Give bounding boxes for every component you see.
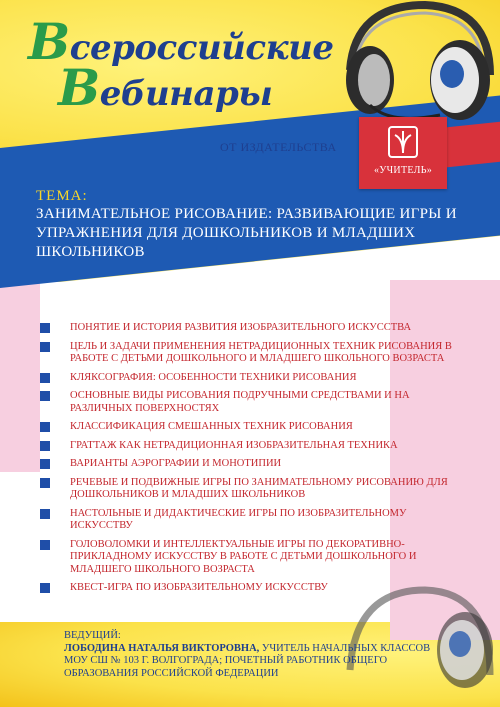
pink-accent-left <box>0 272 40 472</box>
list-item-text: НАСТОЛЬНЫЕ И ДИДАКТИЧЕСКИЕ ИГРЫ ПО ИЗОБРАЗИТЕЛЬНОМУ ИСКУССТВУ <box>70 507 407 531</box>
program-list <box>36 322 456 601</box>
topic-label: ТЕМА: <box>36 188 88 204</box>
logo-label: «УЧИТЕЛЬ» <box>373 165 433 176</box>
list-item-text: ГРАТТАЖ КАК НЕТРАДИЦИОННАЯ ИЗОБРАЗИТЕЛЬНАЯ ТЕХНИКА <box>70 439 398 451</box>
title-initial-1: В <box>28 12 70 71</box>
title-word-2: ебинары <box>99 74 273 114</box>
square-bullet-icon <box>40 540 50 550</box>
list-item <box>36 322 456 335</box>
host-info <box>64 630 454 680</box>
list-item <box>36 372 456 385</box>
square-bullet-icon <box>40 422 50 432</box>
square-bullet-icon <box>40 478 50 488</box>
host-details: УЧИТЕЛЬ НАЧАЛЬНЫХ КЛАССОВ МОУ СШ № 103 Г. ВОЛГОГРАДА; ПОЧЕТНЫЙ РАБОТНИК ОБЩЕГО ОБРАЗОВАНИЯ РОССИЙСКОЙ ФЕДЕРАЦИИ <box>64 642 431 679</box>
list-item <box>36 341 456 366</box>
list-item-text: ВАРИАНТЫ АЭРОГРАФИИ И МОНОТИПИИ <box>70 458 282 469</box>
square-bullet-icon <box>40 323 50 333</box>
list-item <box>36 477 456 502</box>
list-item-text: КЛАССИФИКАЦИЯ СМЕШАННЫХ ТЕХНИК РИСОВАНИЯ <box>70 421 353 432</box>
square-bullet-icon <box>40 391 50 401</box>
headphones-icon <box>330 0 500 130</box>
host-label: ВЕДУЩИЙ: <box>64 630 121 641</box>
list-item-text: ОСНОВНЫЕ ВИДЫ РИСОВАНИЯ ПОДРУЧНЫМИ СРЕДСТВАМИ И НА РАЗЛИЧНЫХ ПОВЕРХНОСТЯХ <box>70 390 410 414</box>
list-item-text: РЕЧЕВЫЕ И ПОДВИЖНЫЕ ИГРЫ ПО ЗАНИМАТЕЛЬНОМУ РИСОВАНИЮ ДЛЯ ДОШКОЛЬНИКОВ И МЛАДШИХ ШКОЛЬНИКОВ <box>70 476 448 500</box>
host-name: ЛОБОДИНА НАТАЛЬЯ ВИКТОРОВНА, <box>64 642 260 654</box>
topic-title: ЗАНИМАТЕЛЬНОЕ РИСОВАНИЕ: РАЗВИВАЮЩИЕ ИГРЫ И УПРАЖНЕНИЯ ДЛЯ ДОШКОЛЬНИКОВ И МЛАДШИХ ШКОЛЬНИКОВ <box>36 206 457 260</box>
list-item-text: КЛЯКСОГРАФИЯ: ОСОБЕННОСТИ ТЕХНИКИ РИСОВАНИЯ <box>70 371 357 383</box>
publisher-label: ОТ ИЗДАТЕЛЬСТВА <box>220 140 337 154</box>
book-emblem-icon <box>383 125 423 161</box>
list-item <box>36 440 456 453</box>
list-item <box>36 390 456 415</box>
list-item-text: ЦЕЛЬ И ЗАДАЧИ ПРИМЕНЕНИЯ НЕТРАДИЦИОННЫХ ТЕХНИК РИСОВАНИЯ В РАБОТЕ С ДЕТЬМИ ДОШКОЛЬНОГО И МЛАДШЕГО ШКОЛЬНОГО ВОЗРАСТА <box>70 340 452 364</box>
title-line-2 <box>28 58 333 117</box>
title-word-1: сероссийские <box>69 28 334 68</box>
square-bullet-icon <box>40 459 50 469</box>
list-item <box>36 458 456 471</box>
list-item-text: ПОНЯТИЕ И ИСТОРИЯ РАЗВИТИЯ ИЗОБРАЗИТЕЛЬНОГО ИСКУССТВА <box>70 322 412 333</box>
host-description <box>64 643 454 681</box>
page-title <box>28 12 334 117</box>
title-initial-2: В <box>58 58 100 117</box>
list-item <box>36 508 456 533</box>
list-item-text: КВЕСТ-ИГРА ПО ИЗОБРАЗИТЕЛЬНОМУ ИСКУССТВУ <box>70 582 328 593</box>
list-item <box>36 539 456 577</box>
square-bullet-icon <box>40 441 50 451</box>
square-bullet-icon <box>40 509 50 519</box>
list-item-text: ГОЛОВОЛОМКИ И ИНТЕЛЛЕКТУАЛЬНЫЕ ИГРЫ ПО ДЕКОРАТИВНО-ПРИКЛАДНОМУ ИСКУССТВУ В РАБОТЕ С ДЕТЬМИ ДОШКОЛЬНОГО И МЛАДШЕГО ШКОЛЬНОГО ВОЗРАСТА <box>70 538 417 575</box>
publisher-logo <box>359 117 447 189</box>
list-item <box>36 421 456 434</box>
square-bullet-icon <box>40 583 50 593</box>
square-bullet-icon <box>40 373 50 383</box>
square-bullet-icon <box>40 342 50 352</box>
